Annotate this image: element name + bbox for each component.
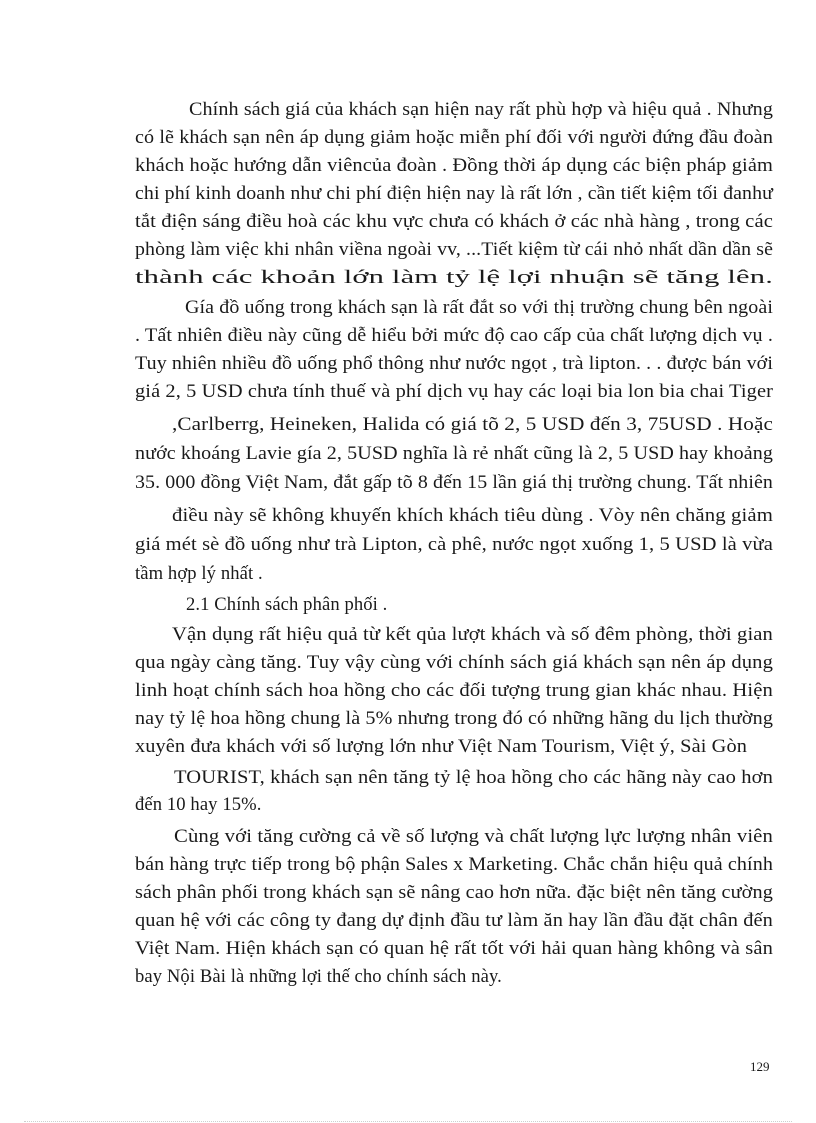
page-number: 129: [750, 1059, 770, 1074]
text-line: xuyên đưa khách với số lượng lớn như Việt Nam Tourism, Việt ý, Sài Gòn: [135, 736, 747, 757]
text-line: tầm hợp lý nhất .: [135, 563, 263, 584]
text-line: . Tất nhiên điều này cũng dễ hiểu bởi mức độ cao cấp của chất lượng dịch vụ .: [135, 325, 773, 346]
page-bottom-divider: [24, 1121, 792, 1122]
text-line: đến 10 hay 15%.: [135, 794, 262, 815]
text-line: chi phí kinh doanh như chi phí điện hiện nay là rất lớn , cần tiết kiệm tối đanhư: [135, 183, 774, 204]
text-line: phòng làm việc khi nhân viềna ngoài vv, ...Tiết kiệm từ cái nhỏ nhất dần dần sẽ: [135, 239, 774, 260]
text-line: bán hàng trực tiếp trong bộ phận Sales x Marketing. Chắc chắn hiệu quả chính: [135, 854, 773, 875]
text-line: giá 2, 5 USD chưa tính thuế và phí dịch vụ hay các loại bia lon bia chai Tiger: [135, 381, 773, 402]
text-line: bay Nội Bài là những lợi thế cho chính sách này.: [135, 966, 502, 987]
text-line: sách phân phối trong khách sạn sẽ nâng cao hơn nữa. đặc biệt nên tăng cường: [135, 882, 773, 903]
text-line: tắt điện sáng điều hoà các khu vực chưa có khách ở các nhà hàng , trong các: [135, 211, 773, 232]
text-line: linh hoạt chính sách hoa hồng cho các đối tượng trung gian khác nhau. Hiện: [135, 680, 773, 701]
text-line: có lẽ khách sạn nên áp dụng giảm hoặc miễn phí đối với người đứng đầu đoàn: [135, 127, 773, 148]
text-line: qua ngày càng tăng. Tuy vậy cùng với chính sách giá khách sạn nên áp dụng: [135, 652, 773, 673]
text-line: giá mét sè đồ uống như trà Lipton, cà phê, nước ngọt xuống 1, 5 USD là vừa: [135, 534, 773, 555]
section-heading: 2.1 Chính sách phân phối .: [186, 594, 388, 615]
text-line: Cùng với tăng cường cả về số lượng và chất lượng lực lượng nhân viên: [174, 826, 773, 847]
text-line: ,Carlberrg, Heineken, Halida có giá tõ 2, 5 USD đến 3, 75USD . Hoặc: [172, 414, 773, 435]
text-line: khách hoặc hướng dẫn viêncủa đoàn . Đồng thời áp dụng các biện pháp giảm: [135, 155, 773, 176]
text-line: Gía đồ uống trong khách sạn là rất đắt so với thị trường chung bên ngoài: [185, 297, 773, 318]
text-line: điều này sẽ không khuyến khích khách tiêu dùng . Vòy nên chăng giảm: [172, 505, 773, 526]
text-line: nay tỷ lệ hoa hồng chung là 5% nhưng trong đó có những hãng du lịch thường: [135, 708, 773, 729]
text-line: nước khoáng Lavie gía 2, 5USD nghĩa là rẻ nhất cũng là 2, 5 USD hay khoảng: [135, 443, 773, 464]
text-line: thành các khoản lớn làm tỷ lệ lợi nhuận sẽ tăng lên.: [135, 267, 773, 288]
text-line: Chính sách giá của khách sạn hiện nay rất phù hợp và hiệu quả . Nhưng: [189, 99, 773, 120]
text-line: Việt Nam. Hiện khách sạn có quan hệ rất tốt với hải quan hàng không và sân: [135, 938, 773, 959]
text-line: quan hệ với các công ty đang dự định đầu tư làm ăn hay lần đầu đặt chân đến: [135, 910, 773, 931]
text-line: Vận dụng rất hiệu quả từ kết qủa lượt khách và số đêm phòng, thời gian: [172, 624, 773, 645]
text-line: 35. 000 đồng Việt Nam, đắt gấp tõ 8 đến 15 lần giá thị trường chung. Tất nhiên: [135, 472, 773, 493]
text-line: TOURIST, khách sạn nên tăng tỷ lệ hoa hồng cho các hãng này cao hơn: [174, 767, 773, 788]
text-line: Tuy nhiên nhiều đồ uống phổ thông như nước ngọt , trà lipton. . . được bán với: [135, 353, 773, 374]
